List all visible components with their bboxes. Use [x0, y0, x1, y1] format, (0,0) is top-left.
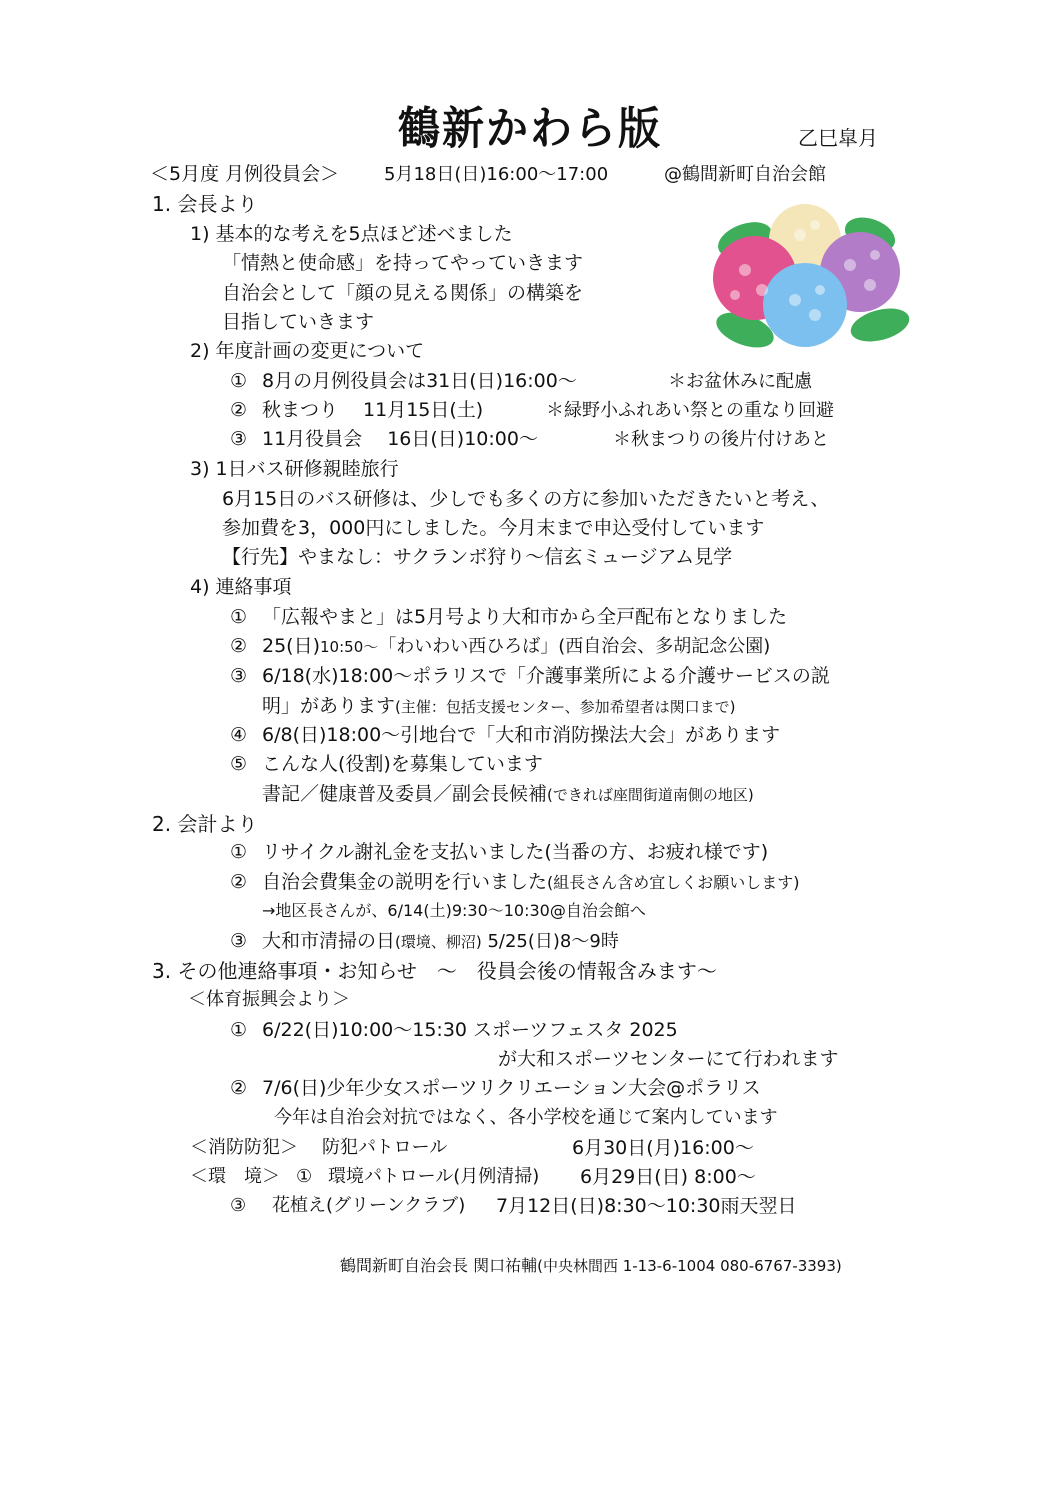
list-item-cont: [262, 697, 736, 716]
list-item: 8月の月例役員会は31日(日)16:00～: [262, 370, 577, 392]
s1-sub3-line: 【行先】やまなし：サクランボ狩り～信玄ミュージアム見学: [222, 546, 733, 568]
s1-sub2-heading: 2) 年度計画の変更について: [190, 340, 425, 362]
list-number: ①: [230, 1019, 248, 1041]
item-text: 大和市清掃の日: [262, 930, 396, 952]
list-number: ②: [230, 871, 248, 893]
list-item: [262, 637, 770, 656]
fire-text: 防犯パトロール: [322, 1137, 448, 1158]
chair-name: 鶴間新町自治会長 関口祐輔: [340, 1256, 538, 1275]
list-number: ①: [230, 841, 248, 863]
s1-sub1-line: 目指していきます: [222, 311, 375, 333]
item-rest: 「わいわい西ひろば」(西自治会、多胡記念公園): [378, 636, 771, 657]
section-3-heading: 3. その他連絡事項・お知らせ ～ 役員会後の情報含みます～: [152, 959, 717, 983]
env-label: ＜環 境＞: [190, 1166, 280, 1187]
list-item: 秋まつり 11月15日(土): [262, 399, 484, 421]
s1-sub3-heading: 3) 1日バス研修親睦旅行: [190, 458, 399, 480]
list-item-cont: が大和スポーツセンターにて行われます: [498, 1048, 839, 1070]
s1-sub4-heading: 4) 連絡事項: [190, 576, 292, 598]
list-number: ③: [230, 930, 248, 952]
footer-signature: [340, 1258, 842, 1274]
list-number: ③: [230, 428, 248, 450]
list-item: 7/6(日)少年少女スポーツリクリエーション大会@ポラリス: [262, 1077, 761, 1099]
meeting-datetime: 5月18日(日)16:00～17:00: [384, 164, 609, 185]
list-number: ①: [296, 1166, 313, 1187]
env-text: 環境パトロール(月例清掃): [328, 1166, 540, 1187]
era-month: 乙巳皐月: [798, 126, 878, 150]
list-item: 6/22(日)10:00～15:30 スポーツフェスタ 2025: [262, 1019, 678, 1041]
s1-sub1-line: 「情熱と使命感」を持ってやっていきます: [222, 252, 584, 274]
s1-sub3-line: 6月15日のバス研修は、少しでも多くの方に参加いただきたいと考え、: [222, 488, 830, 510]
hydrangea-illustration: [700, 200, 920, 350]
list-number: ①: [230, 370, 248, 392]
newsletter-title: 鶴新かわら版: [398, 102, 663, 155]
list-number: ③: [230, 665, 248, 687]
list-item: リサイクル謝礼金を支払いました(当番の方、お疲れ様です): [262, 841, 769, 863]
chair-contact: (中央林間西 1-13-6-1004 080-6767-3393): [537, 1257, 842, 1275]
s1-sub3-line: 参加費を3，000円にしました。今月末まで申込受付しています: [222, 517, 765, 539]
item-text: 自治会費集金の説明を行いました: [262, 871, 548, 893]
list-item: 「広報やまと」は5月号より大和市から全戸配布となりました: [262, 606, 788, 628]
list-item-cont: →地区長さんが、6/14(土)9:30～10:30@自治会館へ: [262, 901, 646, 920]
env3-text: 花植え(グリーンクラブ): [272, 1195, 466, 1216]
item-small: (組長さん含め宜しくお願いします): [547, 873, 800, 892]
cont-text: 明」があります: [262, 695, 396, 717]
list-item: [262, 932, 619, 951]
item-date: 25(日): [262, 635, 321, 657]
s1-sub1-line: 自治会として「顔の見える関係」の構築を: [222, 282, 584, 304]
env-when: 6月29日(日) 8:00～: [580, 1166, 756, 1188]
cont-small: (主催：包括支援センター、参加希望者は関口まで): [395, 698, 736, 716]
list-note: ＊緑野小ふれあい祭との重なり回避: [546, 400, 834, 421]
env3-when: 7月12日(日)8:30～10:30雨天翌日: [496, 1195, 797, 1217]
fire-when: 6月30日(月)16:00～: [572, 1137, 754, 1159]
cont-small: (できれば座間街道南側の地区): [547, 786, 754, 804]
list-item: 6/8(日)18:00～引地台で「大和市消防操法大会」があります: [262, 724, 781, 746]
list-number: ⑤: [230, 753, 248, 775]
item-small: (環境、柳沼): [395, 933, 482, 951]
item-rest: 5/25(日)8～9時: [481, 931, 619, 952]
list-item-cont: 今年は自治会対抗ではなく、各小学校を通じて案内しています: [274, 1107, 778, 1128]
list-number: ②: [230, 1077, 248, 1099]
list-number: ①: [230, 606, 248, 628]
list-item-cont: [262, 785, 754, 804]
list-number: ②: [230, 635, 248, 657]
list-item: こんな人(役割)を募集しています: [262, 753, 543, 775]
item-time: 10:50～: [320, 638, 379, 656]
cont-text: 書記／健康普及委員／副会長候補: [262, 783, 548, 805]
list-number: ④: [230, 724, 248, 746]
list-item: 6/18(水)18:00～ポラリスで「介護事業所による介護サービスの説: [262, 665, 830, 687]
section-1-heading: 1. 会長より: [152, 192, 258, 216]
list-note: ＊秋まつりの後片付けあと: [613, 429, 829, 450]
list-item: 11月役員会 16日(日)10:00～: [262, 428, 538, 450]
list-note: ＊お盆休みに配慮: [668, 371, 812, 392]
list-number: ②: [230, 399, 248, 421]
list-item: [262, 873, 800, 892]
section-2-heading: 2. 会計より: [152, 812, 258, 836]
sports-label: ＜体育振興会より＞: [188, 989, 350, 1010]
fire-label: ＜消防防犯＞: [190, 1137, 298, 1158]
meeting-place: @鶴間新町自治会館: [664, 164, 826, 185]
list-number: ③: [230, 1195, 247, 1216]
meeting-label: ＜5月度 月例役員会＞: [150, 163, 340, 185]
s1-sub1-heading: 1) 基本的な考えを5点ほど述べました: [190, 223, 513, 245]
